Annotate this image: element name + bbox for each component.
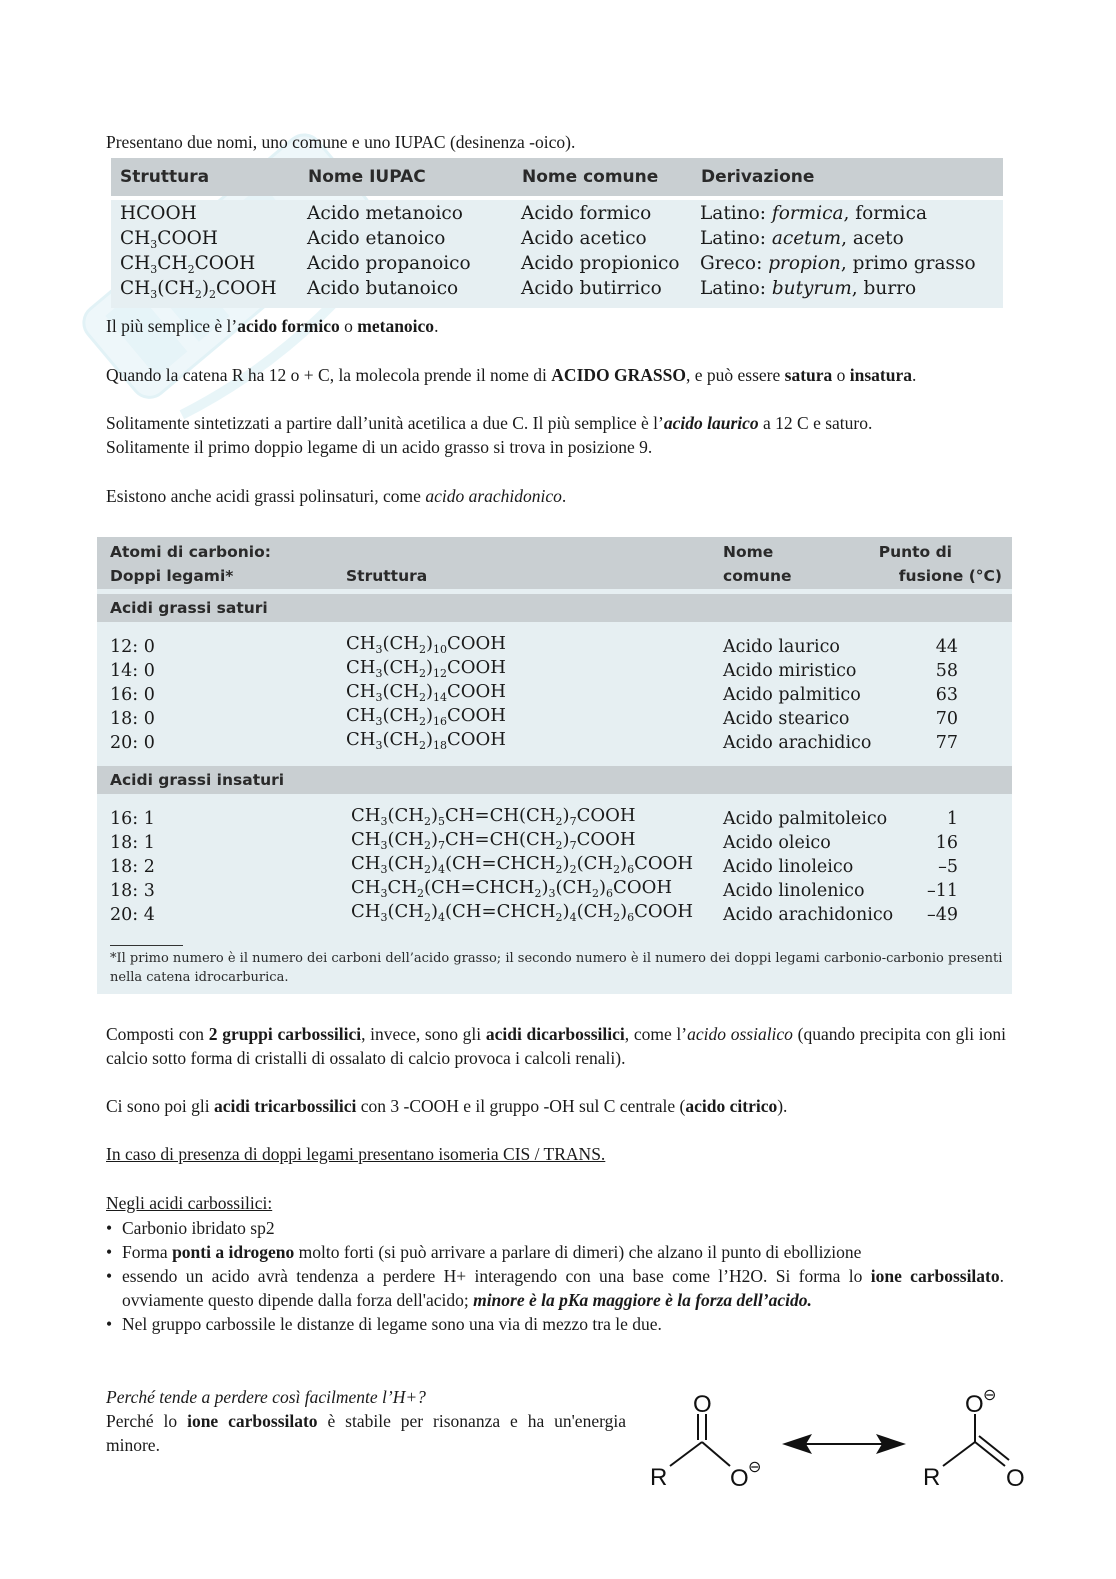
intro-text: Presentano due nomi, uno comune e uno IUPAC (desinenza -oico). bbox=[106, 132, 576, 152]
table-footnote: *Il primo numero è il numero dei carboni dell’acido grasso; il secondo numero è il numero dei doppi legami carbonio-carbonio presenti nella catena idrocarburica. bbox=[110, 951, 1003, 985]
header-nome: Nome bbox=[723, 543, 774, 561]
common-cell: Acido butirrico bbox=[521, 278, 662, 299]
header-struttura: Struttura bbox=[120, 167, 210, 187]
footnote-rule bbox=[110, 945, 183, 946]
deriv-cell: Latino: butyrum, burro bbox=[700, 278, 917, 299]
structure-formula: $CH_3CH_2(CH=CHCH_2)_3(CH_2)_6COOH$ bbox=[351, 877, 673, 900]
header-nome-comune: Nome comune bbox=[522, 167, 659, 187]
table-row: 16: 0 $CH_3(CH_2)_{14}COOH$ Acido palmitico 63 bbox=[110, 681, 958, 705]
header-derivazione: Derivazione bbox=[701, 167, 815, 187]
fatty-acids-table bbox=[97, 537, 1012, 994]
deriv-cell: Latino: acetum, aceto bbox=[700, 228, 904, 249]
struct-cell: $CH_3(CH_2)_2COOH$ bbox=[120, 278, 277, 301]
table-row bbox=[111, 228, 1003, 253]
oxygen-label: O bbox=[730, 1465, 749, 1492]
structure-formula: $CH_3(CH_2)_7CH=CH(CH_2)_7COOH$ bbox=[351, 829, 636, 852]
paragraph-tricarbossilici: Ci sono poi gli acidi tricarbossilici con 3 -COOH e il gruppo -OH sul C centrale (acido citrico). bbox=[106, 1096, 788, 1116]
header-fusione: fusione (°C) bbox=[898, 567, 1002, 585]
structure-formula: $CH_3(CH_2)_{14}COOH$ bbox=[346, 681, 506, 704]
table-row: 20: 4 $CH_3(CH_2)_4(CH=CHCH_2)_4(CH_2)_6COOH$ Acido arachidonico –49 bbox=[110, 901, 958, 925]
list-item: • essendo un acido avrà tendenza a perdere H+ interagendo con una base come l’H2O. Si forma lo ione carbossilato. ovviamente questo dipende dalla forza dell'acido; minore è la pKa maggiore è la forza dell’acido. bbox=[106, 1264, 1004, 1312]
header-punto: Punto di bbox=[878, 543, 952, 561]
header-atomi: Atomi di carbonio: bbox=[110, 543, 271, 561]
table-row: 18: 3 $CH_3CH_2(CH=CHCH_2)_3(CH_2)_6COOH$ Acido linolenico –11 bbox=[110, 877, 958, 901]
list-item: • Nel gruppo carbossile le distanze di legame sono una via di mezzo tra le due. bbox=[106, 1312, 1004, 1336]
bond-line bbox=[702, 1442, 730, 1466]
paragraph-polinsaturi: Esistono anche acidi grassi polinsaturi, come acido arachidonico. bbox=[106, 486, 567, 506]
deriv-cell: Greco: propion, primo grasso bbox=[700, 253, 976, 274]
iupac-cell: Acido propanoico bbox=[307, 253, 471, 274]
deriv-cell: Latino: formica, formica bbox=[700, 203, 927, 224]
table-row: 16: 1 $CH_3(CH_2)_5CH=CH(CH_2)_7COOH$ Acido palmitoleico 1 bbox=[110, 805, 958, 829]
table-row bbox=[111, 253, 1003, 278]
paragraph-acido-grasso: Quando la catena R ha 12 o + C, la molecola prende il nome di ACIDO GRASSO, e può essere satura o insatura. bbox=[106, 365, 917, 385]
header-doppi: Doppi legami* bbox=[110, 567, 234, 585]
structure-formula: $CH_3(CH_2)_5CH=CH(CH_2)_7COOH$ bbox=[351, 805, 636, 828]
table-row: 18: 2 $CH_3(CH_2)_4(CH=CHCH_2)_2(CH_2)_6COOH$ Acido linoleico –5 bbox=[110, 853, 958, 877]
paragraph-dicarbossilici: Composti con 2 gruppi carbossilici, invece, sono gli acidi dicarbossilici, come l’acido ossialico (quando precipita con gli ioni calcio sotto forma di cristalli di ossalato di calcio provoca i calcoli renali). bbox=[106, 1024, 1006, 1068]
bond-line bbox=[670, 1442, 702, 1466]
fatty-acids-table-header bbox=[97, 537, 1012, 589]
question-text: Perché tende a perdere così facilmente l’H+? bbox=[106, 1387, 426, 1407]
table-row: 14: 0 $CH_3(CH_2)_{12}COOH$ Acido miristico 58 bbox=[110, 657, 958, 681]
r-group-label: R bbox=[650, 1464, 668, 1491]
iupac-cell: Acido metanoico bbox=[307, 203, 463, 224]
header-comune: comune bbox=[723, 567, 792, 585]
common-cell: Acido acetico bbox=[521, 228, 647, 249]
negative-charge-icon: ⊖ bbox=[748, 1459, 762, 1476]
paragraph-isomeria: In caso di presenza di doppi legami presentano isomeria CIS / TRANS. bbox=[106, 1144, 606, 1164]
structure-formula: $CH_3(CH_2)_4(CH=CHCH_2)_2(CH_2)_6COOH$ bbox=[351, 853, 694, 876]
paragraph-doppio-legame: Solitamente il primo doppio legame di un acido grasso si trova in posizione 9. bbox=[106, 437, 653, 457]
paragraph-laurico: Solitamente sintetizzati a partire dall’unità acetilica a due C. Il più semplice è l’acido laurico a 12 C e saturo. bbox=[106, 413, 873, 433]
structure-formula: $CH_3(CH_2)_{18}COOH$ bbox=[346, 729, 506, 752]
header-iupac: Nome IUPAC bbox=[308, 167, 426, 187]
structure-formula: $CH_3(CH_2)_{16}COOH$ bbox=[346, 705, 506, 728]
table-row bbox=[111, 203, 1003, 228]
iupac-cell: Acido etanoico bbox=[307, 228, 446, 249]
naming-table-header bbox=[111, 158, 1003, 196]
section-insaturi: Acidi grassi insaturi bbox=[97, 766, 1012, 794]
table-row: 20: 0 $CH_3(CH_2)_{18}COOH$ Acido arachidico 77 bbox=[110, 729, 958, 753]
oxygen-label: O bbox=[693, 1391, 712, 1418]
resonance-diagram bbox=[640, 1380, 1040, 1500]
iupac-cell: Acido butanoico bbox=[307, 278, 459, 299]
section-saturi: Acidi grassi saturi bbox=[97, 594, 1012, 622]
properties-list bbox=[106, 1216, 1004, 1336]
paragraph-formico: Il più semplice è l’acido formico o metanoico. bbox=[106, 316, 439, 336]
struct-cell: HCOOH bbox=[120, 203, 197, 224]
struct-cell: $CH_3CH_2COOH$ bbox=[120, 253, 256, 276]
list-item: • Carbonio ibridato sp2 bbox=[106, 1216, 1004, 1240]
structure-formula: $CH_3(CH_2)_{10}COOH$ bbox=[346, 633, 506, 656]
struct-cell: $CH_3COOH$ bbox=[120, 228, 218, 251]
table-row: 18: 0 $CH_3(CH_2)_{16}COOH$ Acido stearico 70 bbox=[110, 705, 958, 729]
oxygen-label: O bbox=[965, 1391, 984, 1418]
header-struttura: Struttura bbox=[346, 567, 428, 585]
common-cell: Acido formico bbox=[521, 203, 652, 224]
r-group-label: R bbox=[923, 1464, 941, 1491]
table-row: 18: 1 $CH_3(CH_2)_7CH=CH(CH_2)_7COOH$ Acido oleico 16 bbox=[110, 829, 958, 853]
answer-text: Perché lo ione carbossilato è stabile per risonanza e ha un'energia minore. bbox=[106, 1411, 626, 1455]
bond-line bbox=[943, 1442, 975, 1466]
table-row bbox=[111, 278, 1003, 303]
negative-charge-icon: ⊖ bbox=[983, 1387, 997, 1404]
structure-formula: $CH_3(CH_2)_4(CH=CHCH_2)_4(CH_2)_6COOH$ bbox=[351, 901, 694, 924]
table-row: 12: 0 $CH_3(CH_2)_{10}COOH$ Acido laurico 44 bbox=[110, 633, 958, 657]
common-cell: Acido propionico bbox=[521, 253, 680, 274]
naming-table bbox=[111, 158, 1003, 308]
oxygen-label: O bbox=[1006, 1465, 1025, 1492]
structure-formula: $CH_3(CH_2)_{12}COOH$ bbox=[346, 657, 506, 680]
list-heading: Negli acidi carbossilici: bbox=[106, 1193, 273, 1213]
list-item: • Forma ponti a idrogeno molto forti (si può arrivare a parlare di dimeri) che alzano il punto di ebollizione bbox=[106, 1240, 1004, 1264]
